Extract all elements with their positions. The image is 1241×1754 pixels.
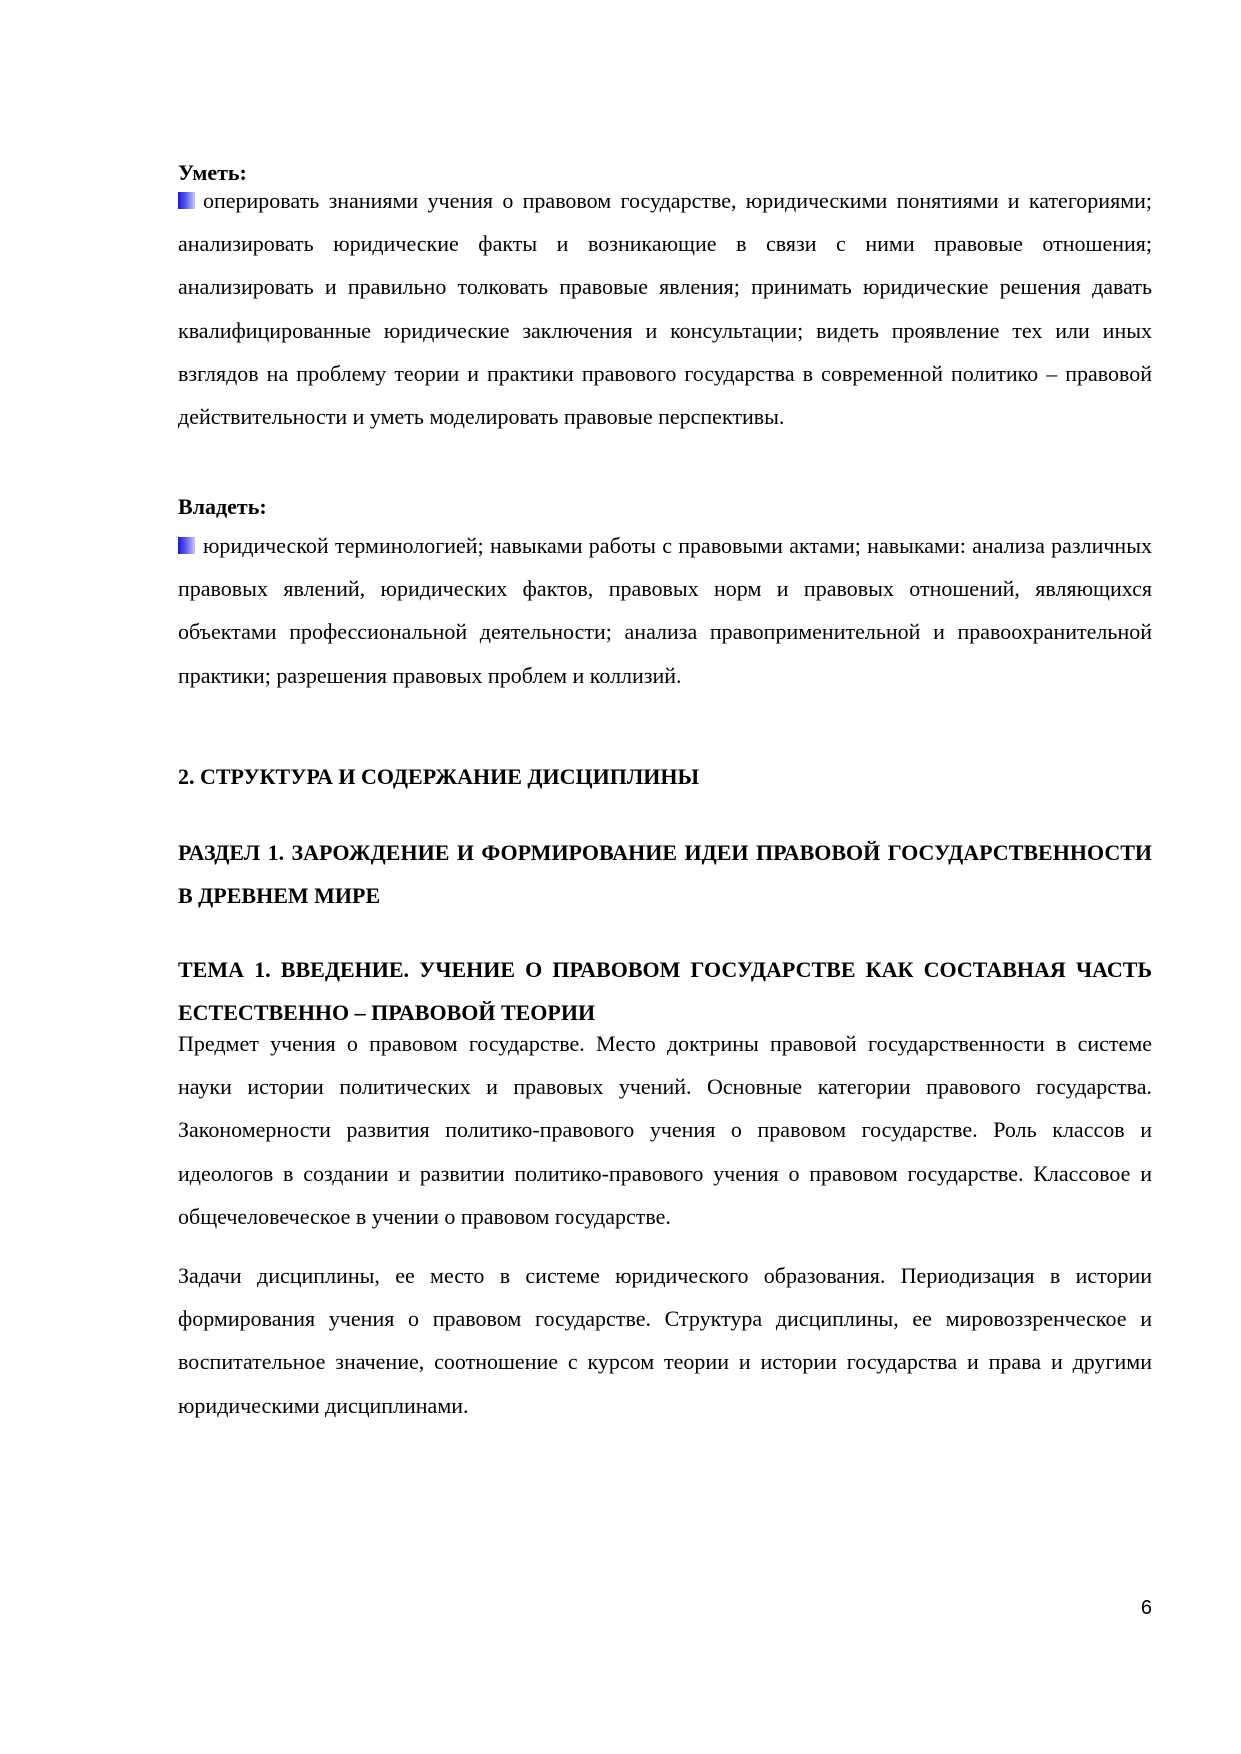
razdel-title: РАЗДЕЛ 1. ЗАРОЖДЕНИЕ И ФОРМИРОВАНИЕ ИДЕИ ПРАВОВОЙ ГОСУДАРСТВЕННОСТИ В ДРЕВНЕМ МИРЕ xyxy=(178,840,1152,908)
umet-paragraph xyxy=(178,179,1152,438)
umet-heading: Уметь: xyxy=(178,160,247,185)
section-structure-title: 2. СТРУКТУРА И СОДЕРЖАНИЕ ДИСЦИПЛИНЫ xyxy=(178,764,700,789)
umet-text: оперировать знаниями учения о правовом государстве, юридическими понятиями и категориями; анализировать юридические факты и возникающие в связи с ними правовые отношения; анализировать и правильно толковать правовые явления; принимать юридические решения давать квалифицированные юридические заключения и консультации; видеть проявление тех или иных взглядов на проблему теории и практики правового государства в современной политико – правовой действительности и уметь моделировать правовые перспективы. xyxy=(178,188,1152,430)
tema-title: ТЕМА 1. ВВЕДЕНИЕ. УЧЕНИЕ О ПРАВОВОМ ГОСУДАРСТВЕ КАК СОСТАВНАЯ ЧАСТЬ ЕСТЕСТВЕННО – ПРАВОВОЙ ТЕОРИИ xyxy=(178,957,1152,1025)
vladet-paragraph xyxy=(178,524,1152,697)
tema-paragraph-2: Задачи дисциплины, ее место в системе юридического образования. Периодизация в истории формирования учения о правовом государстве. Структура дисциплины, ее мировоззренческое и воспитательное значение, соотношение с курсом теории и истории государства и права и другими юридическими дисциплинами. xyxy=(178,1263,1152,1418)
vladet-text: юридической терминологией; навыками работы с правовыми актами; навыками: анализа различных правовых явлений, юридических фактов, правовых норм и правовых отношений, являющихся объектами профессиональной деятельности; анализа правоприменительной и правоохранительной практики; разрешения правовых проблем и коллизий. xyxy=(178,533,1152,688)
square-bullet-icon xyxy=(178,192,195,209)
square-bullet-icon xyxy=(178,537,195,554)
tema-paragraph-1: Предмет учения о правовом государстве. Место доктрины правовой государственности в системе науки истории политических и правовых учений. Основные категории правового государства. Закономерности развития политико-правового учения о правовом государстве. Роль классов и идеологов в создании и развитии политико-правового учения о правовом государстве. Классовое и общечеловеческое в учении о правовом государстве. xyxy=(178,1031,1152,1229)
page-number: 6 xyxy=(1140,1597,1152,1619)
vladet-heading: Владеть: xyxy=(178,494,267,519)
